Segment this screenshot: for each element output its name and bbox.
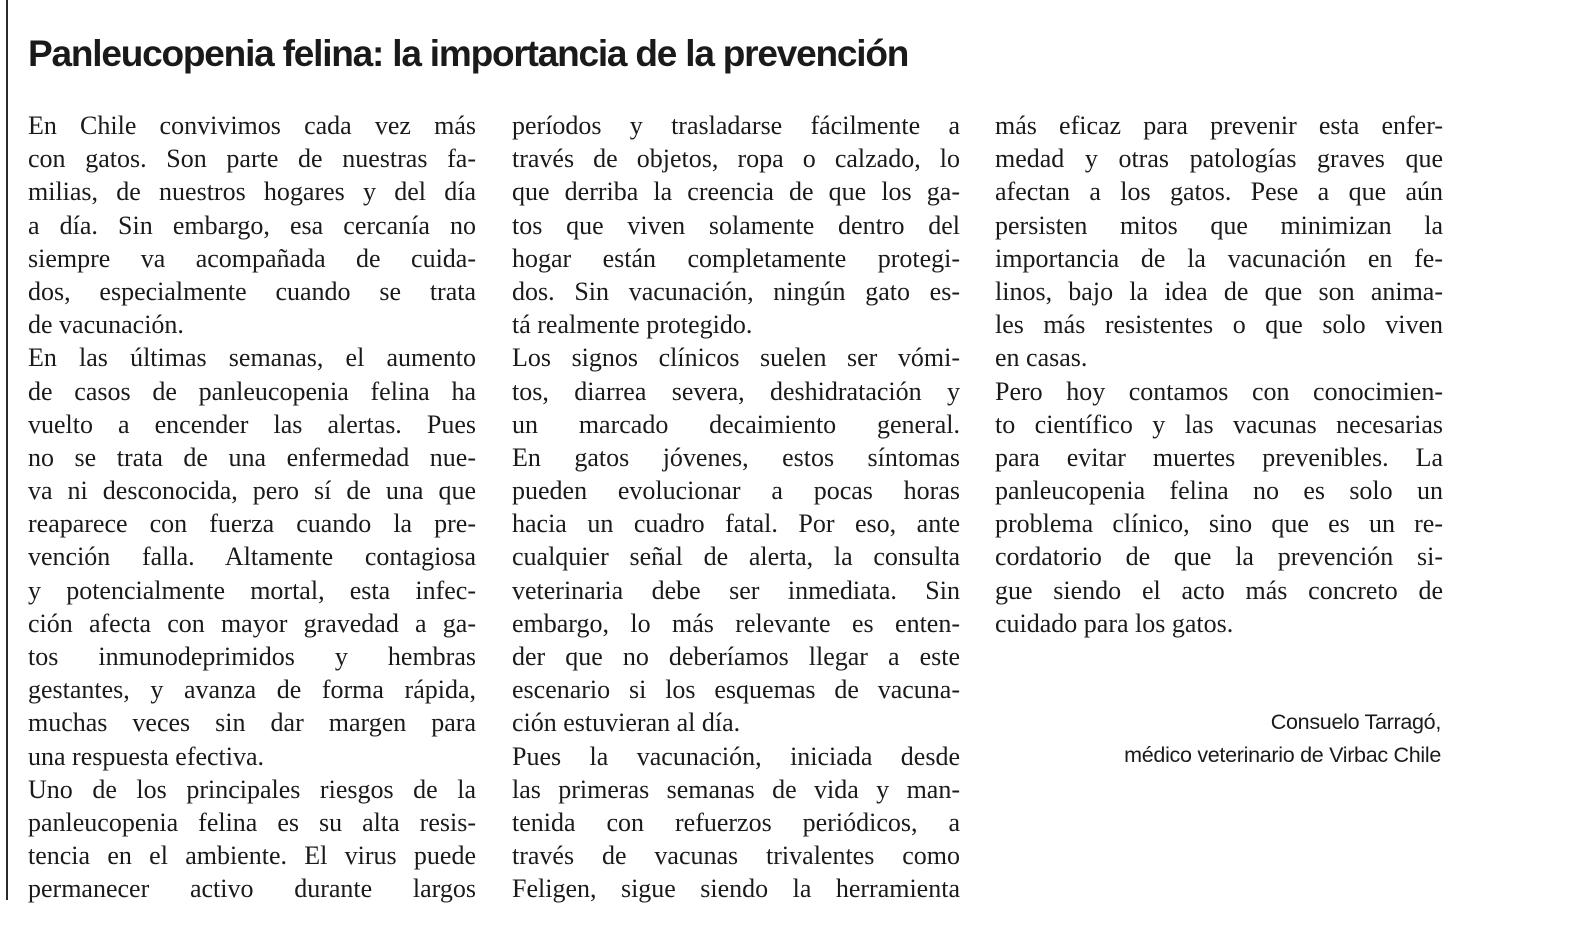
article-text-line: dos. Sin vacunación, ningún gato es- — [512, 276, 960, 306]
article-text-line: vuelto a encender las alertas. Pues — [28, 409, 476, 439]
article-text-line: der que no deberíamos llegar a este — [512, 642, 960, 671]
article-text-line: cuidado para los gatos. — [995, 608, 1234, 638]
article-text-line: de casos de panleucopenia felina ha — [28, 376, 476, 406]
article-text-line: escenario si los esquemas de vacuna- — [512, 675, 960, 705]
article-column-1 — [28, 109, 476, 906]
article-text-line: afectan a los gatos. Pese a que aún — [995, 177, 1443, 207]
article-text-line: Feligen, sigue siendo la herramienta — [512, 874, 960, 904]
article-text-line: reaparece con fuerza cuando la pre- — [28, 509, 476, 539]
article-text-line: hacia un cuadro fatal. Por eso, ante — [512, 509, 960, 539]
article-text-line: cordatorio de que la prevención si- — [995, 542, 1443, 572]
article-text-line: importancia de la vacunación en fe- — [995, 243, 1443, 273]
article-text-line: a día. Sin embargo, esa cercanía no — [28, 210, 476, 240]
article-text-line: En las últimas semanas, el aumento — [28, 343, 476, 373]
author-name: Consuelo Tarragó, — [1270, 710, 1441, 734]
article-text-line: tenida con refuerzos periódicos, a — [512, 807, 960, 837]
article-text-line: to científico y las vacunas necesarias — [995, 409, 1443, 439]
article-text-line: pueden evolucionar a pocas horas — [512, 476, 960, 506]
article-text-line: panleucopenia felina es su alta resis- — [28, 807, 476, 837]
article-text-line: En gatos jóvenes, estos síntomas — [512, 442, 960, 472]
article-text-line: en casas. — [995, 343, 1088, 373]
article-text-line: veterinaria debe ser inmediata. Sin — [512, 575, 960, 605]
article-text-line: linos, bajo la idea de que son anima- — [995, 276, 1443, 306]
article-text-line: ción afecta con mayor gravedad a ga- — [28, 608, 476, 638]
article-text-line: tos, diarrea severa, deshidratación y — [512, 376, 960, 406]
article-text-line: les más resistentes o que solo viven — [995, 310, 1443, 340]
article-text-line: problema clínico, sino que es un re- — [995, 509, 1443, 539]
author-title: médico veterinario de Virbac Chile — [1124, 743, 1441, 767]
article-text-line: hogar están completamente protegi- — [512, 243, 960, 273]
article-text-line: muchas veces sin dar margen para — [28, 708, 476, 738]
article-text-line: través de objetos, ropa o calzado, lo — [512, 144, 960, 174]
article-text-line: cualquier señal de alerta, la consulta — [512, 542, 960, 572]
article-text-line: medad y otras patologías graves que — [995, 144, 1443, 174]
article-text-line: tá realmente protegido. — [512, 310, 753, 340]
article-text-line: y potencialmente mortal, esta infec- — [28, 575, 476, 605]
article-headline: Panleucopenia felina: la importancia de la prevención — [28, 33, 909, 74]
article-text-line: va ni desconocida, pero sí de una que — [28, 476, 476, 506]
article-text-line: un marcado decaimiento general. — [512, 409, 960, 439]
article-text-line: panleucopenia felina no es solo un — [995, 476, 1443, 506]
article-text-line: Pero hoy contamos con conocimien- — [995, 376, 1443, 406]
article-text-line: tos que viven solamente dentro del — [512, 210, 960, 240]
article-text-line: embargo, lo más relevante es enten- — [512, 608, 960, 638]
article-text-line: dos, especialmente cuando se trata — [28, 276, 476, 306]
article-text-line: vención falla. Altamente contagiosa — [28, 542, 476, 572]
article-text-line: más eficaz para prevenir esta enfer- — [995, 111, 1443, 140]
article-text-line: para evitar muertes prevenibles. La — [995, 442, 1443, 472]
article-text-line: períodos y trasladarse fácilmente a — [512, 111, 960, 140]
article-text-line: gestantes, y avanza de forma rápida, — [28, 675, 476, 705]
author-signature — [1124, 706, 1441, 772]
article-text-line: persisten mitos que minimizan la — [995, 210, 1443, 240]
article-column-3 — [995, 109, 1443, 640]
article-text-line: milias, de nuestros hogares y del día — [28, 177, 476, 207]
article-text-line: gue siendo el acto más concreto de — [995, 575, 1443, 605]
article-text-line: permanecer activo durante largos — [28, 874, 476, 904]
column-rule — [6, 0, 8, 900]
article-text-line: las primeras semanas de vida y man- — [512, 774, 960, 804]
article-text-line: Pues la vacunación, iniciada desde — [512, 741, 960, 771]
article-text-line: tos inmunodeprimidos y hembras — [28, 642, 476, 671]
article-text-line: través de vacunas trivalentes como — [512, 841, 960, 871]
article-text-line: con gatos. Son parte de nuestras fa- — [28, 144, 476, 174]
article-text-line: que derriba la creencia de que los ga- — [512, 177, 960, 207]
article-text-line: una respuesta efectiva. — [28, 741, 265, 771]
article-column-2 — [512, 109, 960, 906]
article-text-line: siempre va acompañada de cuida- — [28, 243, 476, 273]
article-text-line: no se trata de una enfermedad nue- — [28, 442, 476, 472]
article-text-line: de vacunación. — [28, 310, 184, 340]
article-text-line: En Chile convivimos cada vez más — [28, 111, 476, 140]
article-text-line: Los signos clínicos suelen ser vómi- — [512, 343, 960, 373]
article-text-line: tencia en el ambiente. El virus puede — [28, 841, 476, 871]
article-text-line: Uno de los principales riesgos de la — [28, 774, 476, 804]
article-text-line: ción estuvieran al día. — [512, 708, 741, 738]
